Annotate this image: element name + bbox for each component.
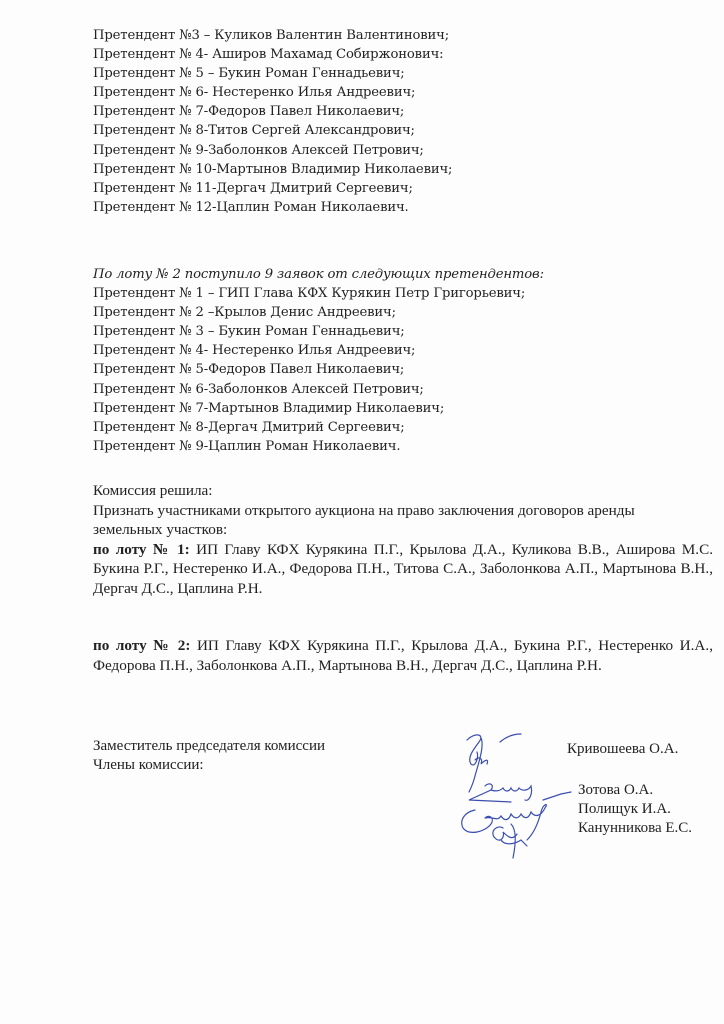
applicant-item: Претендент № 6-Заболонков Алексей Петрович; xyxy=(93,381,424,397)
applicant-item: Претендент № 11-Дергач Дмитрий Сергеевич; xyxy=(93,180,413,196)
member-name: Полищук И.А. xyxy=(578,801,671,817)
applicant-item: Претендент № 5-Федоров Павел Николаевич; xyxy=(93,362,405,378)
applicant-item: Претендент № 7-Мартынов Владимир Николаевич; xyxy=(93,400,445,416)
lot2-label: по лоту № 2: xyxy=(93,637,191,654)
applicant-item: Претендент №3 – Куликов Валентин Валентинович; xyxy=(93,28,450,43)
lot1-participants-text: ИП Главу КФХ Курякина П.Г., Крылова Д.А., Куликова В.В., Аширова М.С. Букина Р.Г., Нестеренко И.А., Федорова П.Н., Титова С.А., Заболонкова А.П., Мартынова В.Н., Дергач Д.С., Цаплина Р.Н. xyxy=(93,540,714,597)
applicant-item: Претендент № 10-Мартынов Владимир Николаевич; xyxy=(93,161,453,177)
signature-labels xyxy=(93,737,325,775)
applicant-item: Претендент № 3 – Букин Роман Геннадьевич; xyxy=(93,324,405,340)
applicant-item: Претендент № 5 – Букин Роман Геннадьевич; xyxy=(93,66,405,82)
lot2-applicant-list xyxy=(93,265,544,456)
deputy-chair-label: Заместитель председателя комиссии xyxy=(93,738,326,754)
commission-decision xyxy=(93,481,713,598)
applicant-item: Претендент № 8-Дергач Дмитрий Сергеевич; xyxy=(93,419,405,435)
applicant-item: Претендент № 2 –Крылов Денис Андреевич; xyxy=(93,305,396,321)
applicant-item: Претендент № 1 – ГИП Глава КФХ Курякин Петр Григорьевич; xyxy=(93,286,526,302)
member-name: Канунникова Е.С. xyxy=(578,820,693,836)
lot2-heading: По лоту № 2 поступило 9 заявок от следующих претендентов: xyxy=(93,267,544,282)
lot1-participants xyxy=(93,540,713,599)
lot1-applicant-list xyxy=(93,26,452,217)
applicant-item: Претендент № 4- Нестеренко Илья Андреевич; xyxy=(93,343,416,359)
members-label: Члены комиссии: xyxy=(93,757,204,773)
applicant-item: Претендент № 6- Нестеренко Илья Андреевич; xyxy=(93,85,416,101)
applicant-item: Претендент № 7-Федоров Павел Николаевич; xyxy=(93,104,405,120)
decision-text-line2: земельных участков: xyxy=(93,521,228,538)
applicant-item: Претендент № 9-Цаплин Роман Николаевич. xyxy=(93,438,401,454)
member-names xyxy=(578,781,692,838)
decision-text-line1: Признать участниками открытого аукциона на право заключения договоров аренды xyxy=(93,501,635,519)
handwritten-signatures-icon xyxy=(445,728,585,863)
lot2-participants xyxy=(93,636,713,675)
member-name: Зотова О.А. xyxy=(578,782,654,798)
lot2-decision xyxy=(93,636,713,675)
applicant-item: Претендент № 4- Аширов Махамад Собиржонович: xyxy=(93,47,444,63)
applicant-item: Претендент № 8-Титов Сергей Александрович; xyxy=(93,123,415,139)
lot2-participants-text: ИП Главу КФХ Курякина П.Г., Крылова Д.А., Букина Р.Г., Нестеренко И.А., Федорова П.Н., Заболонкова А.П., Мартынова В.Н., Дергач Д.С., Цаплина Р.Н. xyxy=(93,637,713,674)
applicant-item: Претендент № 12-Цаплин Роман Николаевич. xyxy=(93,199,409,215)
lot1-label: по лоту № 1: xyxy=(93,540,190,558)
deputy-chair-name: Кривошеева О.А. xyxy=(567,741,679,757)
decision-label: Комиссия решила: xyxy=(93,482,213,499)
applicant-item: Претендент № 9-Заболонков Алексей Петрович; xyxy=(93,142,424,158)
